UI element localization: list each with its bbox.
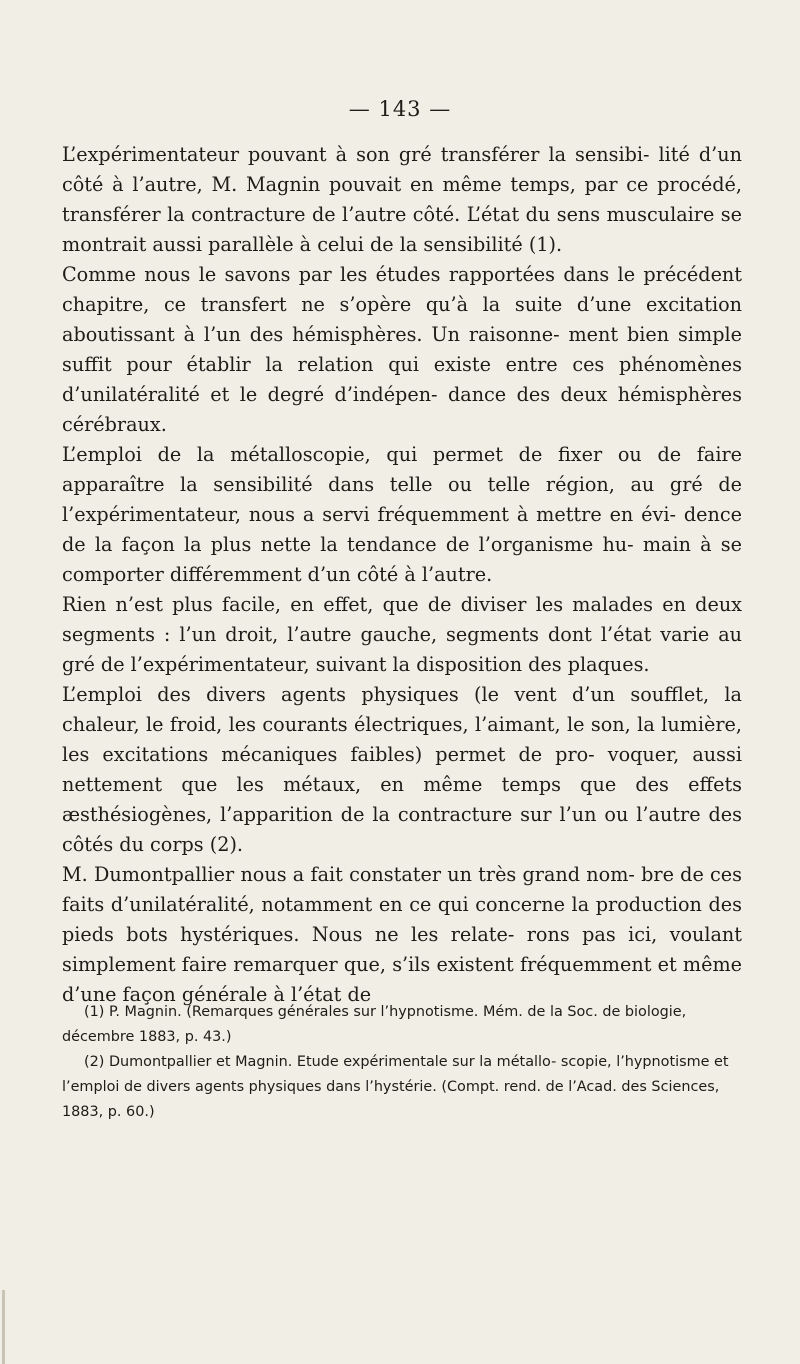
- page-edge-mark: [2, 1290, 5, 1364]
- main-text: [62, 140, 742, 1010]
- footnote-1: (1) P. Magnin. (Remarques générales sur l’hypnotisme. Mém. de la Soc. de biologie, décembre 1883, p. 43.): [62, 1004, 687, 1045]
- paragraph: Rien n’est plus facile, en effet, que de diviser les malades en deux segments : l’un droit, l’autre gauche, segments dont l’état varie au gré de l’expérimentateur, suivant la disposition des plaques.: [62, 593, 742, 676]
- paragraph: Comme nous le savons par les études rapportées dans le précédent chapitre, ce transfert ne s’opère qu’à la suite d’une excitation aboutissant à l’un des hémisphères. Un raisonne- ment bien simple suffit pour établir la relation qui existe entre ces phénomènes d’unilatéralité et le degré d’indépen- dance des deux hémisphères cérébraux.: [62, 263, 742, 436]
- paragraph: L’emploi de la métalloscopie, qui permet de fixer ou de faire apparaître la sensibilité dans telle ou telle région, au gré de l’expérimentateur, nous a servi fréquemment à mettre en évi- dence de la façon la plus nette la tendance de l’organisme hu- main à se comporter différemment d’un côté à l’autre.: [62, 443, 742, 586]
- paragraph: L’expérimentateur pouvant à son gré transférer la sensibi- lité d’un côté à l’autre, M. Magnin pouvait en même temps, par ce procédé, transférer la contracture de l’autre côté. L’état du sens musculaire se montrait aussi parallèle à celui de la sensibilité (1).: [62, 143, 742, 256]
- paragraph: L’emploi des divers agents physiques (le vent d’un soufflet, la chaleur, le froid, les courants électriques, l’aimant, le son, la lumière, les excitations mécaniques faibles) permet de pro- voquer, aussi nettement que les métaux, en même temps que des effets æsthésiogènes, l’apparition de la contracture sur l’un ou l’autre des côtés du corps (2).: [62, 683, 742, 856]
- footnotes: [62, 1000, 742, 1125]
- paragraph: M. Dumontpallier nous a fait constater un très grand nom- bre de ces faits d’unilatéralité, notamment en ce qui concerne la production des pieds bots hystériques. Nous ne les relate- rons pas ici, voulant simplement faire remarquer que, s’ils existent fréquemment et même d’une façon générale à l’état de: [62, 863, 742, 1006]
- footnote-2: (2) Dumontpallier et Magnin. Etude expérimentale sur la métallo- scopie, l’hypnotisme et l’emploi de divers agents physiques dans l’hystérie. (Compt. rend. de l’Acad. des Sciences, 1883, p. 60.): [62, 1054, 729, 1120]
- page-number: — 143 —: [348, 97, 452, 121]
